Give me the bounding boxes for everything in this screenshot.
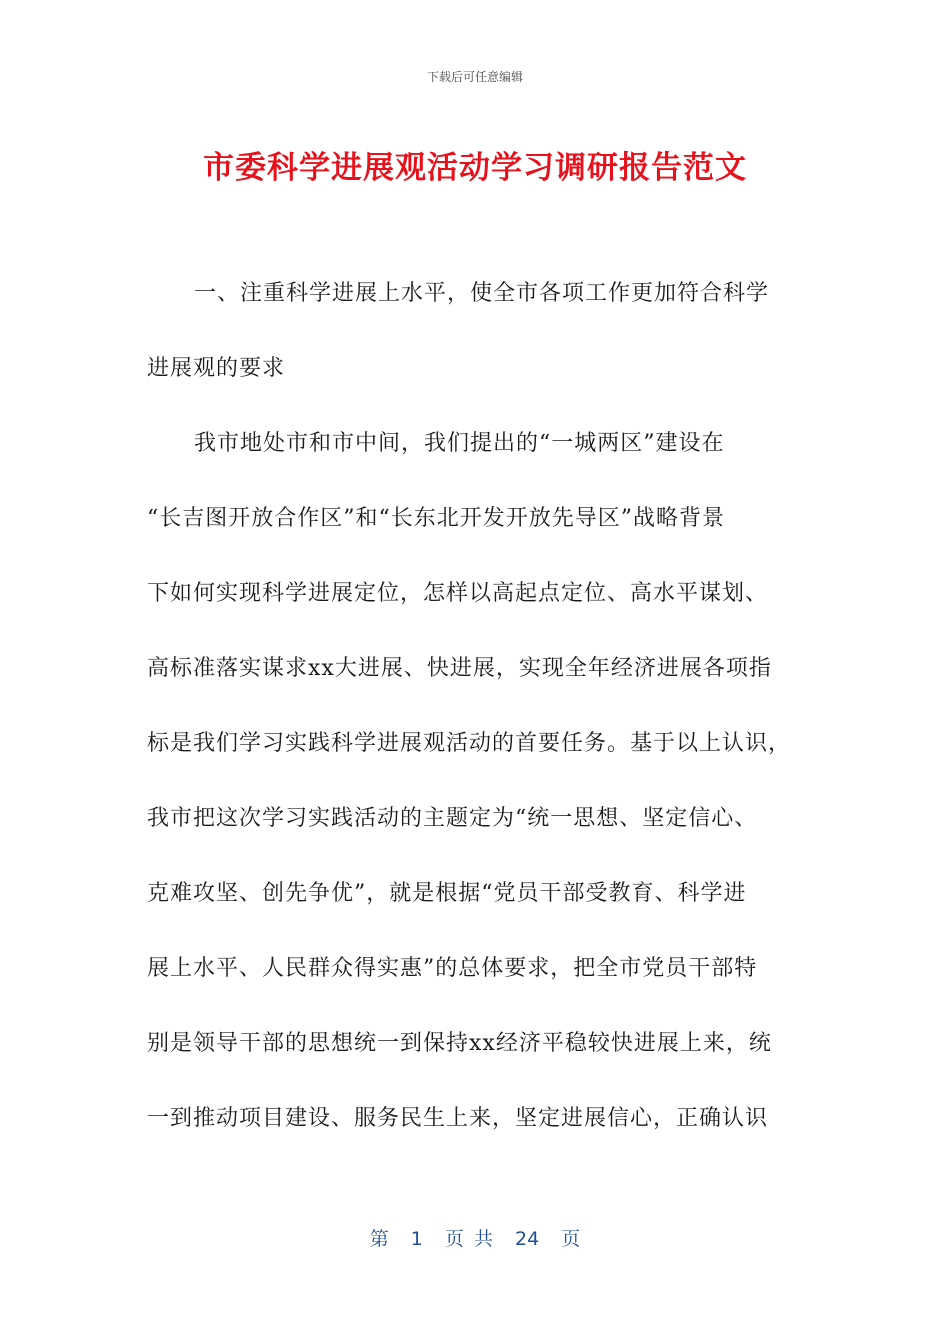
page-footer — [0, 1224, 950, 1251]
document-title: 市委科学进展观活动学习调研报告范文 — [203, 150, 747, 186]
footer-prefix: 第 — [369, 1228, 389, 1250]
paragraph-line: 一、注重科学进展上水平，使全市各项工作更加符合科学 — [194, 281, 770, 306]
paragraph-line: 高标准落实谋求xx大进展、快进展，实现全年经济进展各项指 — [147, 656, 772, 681]
paragraph-line: 进展观的要求 — [147, 356, 286, 381]
paragraph-line: “长吉图开放合作区”和“长东北开发开放先导区”战略背景 — [147, 506, 725, 531]
paragraph-line: 我市把这次学习实践活动的主题定为“统一思想、坚定信心、 — [147, 806, 758, 831]
footer-middle: 页 共 — [444, 1228, 493, 1250]
footer-page-number: 1 — [410, 1228, 423, 1250]
footer-total-pages: 24 — [515, 1228, 540, 1250]
paragraph-line: 一到推动项目建设、服务民生上来，坚定进展信心，正确认识 — [147, 1106, 769, 1131]
paragraph-line: 别是领导干部的思想统一到保持xx经济平稳较快进展上来，统 — [147, 1031, 772, 1056]
footer-suffix: 页 — [561, 1228, 581, 1250]
paragraph-line: 下如何实现科学进展定位，怎样以高起点定位、高水平谋划、 — [147, 581, 769, 606]
paragraph-line: 克难攻坚、创先争优”，就是根据“党员干部受教育、科学进 — [147, 881, 747, 906]
header-note: 下载后可任意编辑 — [426, 70, 523, 84]
paragraph-line: 展上水平、人民群众得实惠”的总体要求，把全市党员干部特 — [147, 956, 758, 981]
paragraph-line: 标是我们学习实践科学进展观活动的首要任务。基于以上认识， — [147, 731, 792, 756]
paragraph-line: 我市地处市和市中间，我们提出的“一城两区”建设在 — [194, 431, 725, 456]
document-body — [147, 256, 807, 1156]
